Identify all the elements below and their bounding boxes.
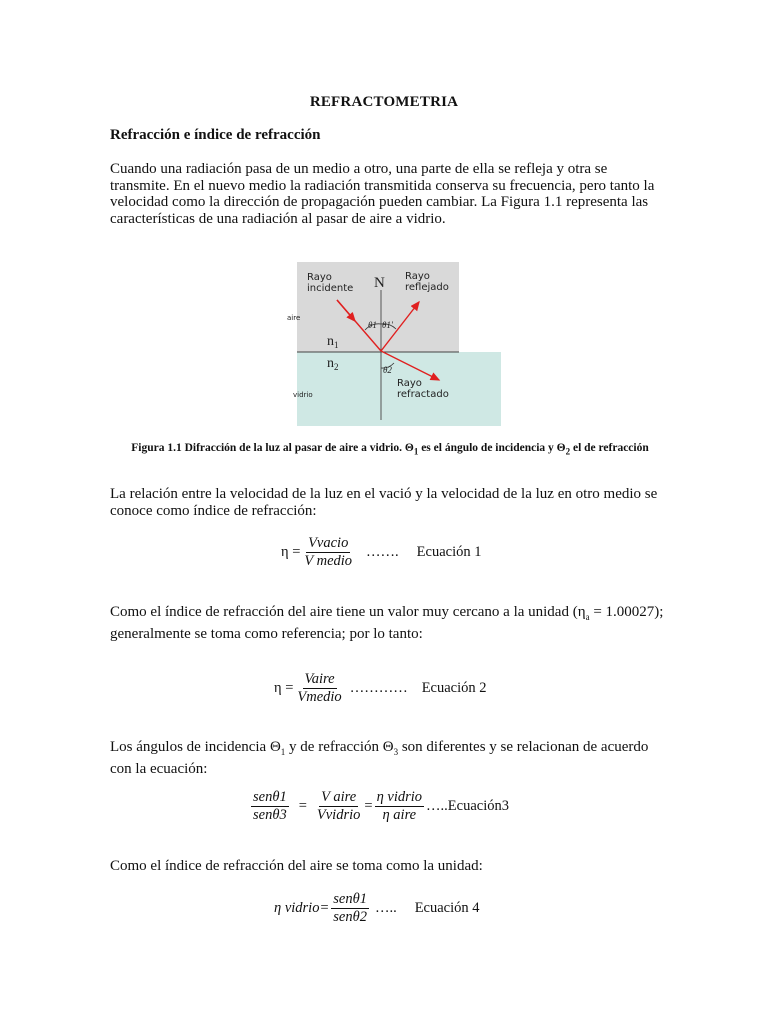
equation-4: η vidrio= $\frac{\text{senθ1}}{\text{senθ2}}$ ….. Ecuación 4	[274, 891, 480, 925]
equation-1: η = $\frac{\text{Vvacio}}{\text{V medio}}$ ……. Ecuación 1	[281, 535, 482, 569]
label-rayo-incidente-2: incidente	[307, 283, 354, 294]
label-rayo-refractado-1: Rayo	[397, 378, 422, 389]
label-n1: $n_1$	[327, 334, 339, 350]
intro-paragraph: Cuando una radiación pasa de un medio a otro, una parte de ella se refleja y otra se transmite. En el nuevo medio la radiación transmitida conserva su frecuencia, pero tanto la velocidad como la dirección de propagación pueden cambiar. La Figura 1.1 representa las características de una radiación al pasar de aire a vidrio.	[110, 161, 655, 227]
refraction-figure	[269, 250, 501, 430]
label-rayo-refractado-2: refractado	[397, 389, 449, 400]
label-rayo-reflejado-2: reflejado	[405, 282, 449, 293]
label-theta1: θ1	[368, 320, 377, 330]
equation-2: η = $\frac{\text{Vaire}}{\text{Vmedio}}$ ………… Ecuación 2	[274, 671, 487, 705]
label-theta1-prime: θ1'	[382, 320, 393, 330]
equation-3: $\frac{\text{senθ1}}{\text{senθ3}}$ = $\frac{\text{V aire}}{\text{Vvidrio}}$ = $\frac{\text{η vidrio}}{\text{η aire}}$ …..Ecuación3	[253, 789, 509, 823]
paragraph-refraction-index: La relación entre la velocidad de la luz en el vació y la velocidad de la luz en otro medio se conoce como índice de refracción:	[110, 486, 658, 519]
label-aire: aire	[287, 314, 301, 322]
paragraph-air-reference: Como el índice de refracción del aire tiene un valor muy cercano a la unidad $(\eta_a = 1.00027)$; generalmente se toma como referencia; por lo tanto:	[110, 604, 664, 642]
document-title: REFRACTOMETRIA	[309, 94, 459, 110]
paragraph-air-unit: Como el índice de refracción del aire se toma como la unidad:	[110, 858, 483, 874]
paragraph-angles: Los ángulos de incidencia $\Theta_1$ y de refracción $\Theta_3$ son diferentes y se relacionan de acuerdo con la ecuación:	[110, 739, 649, 777]
label-rayo-incidente-1: Rayo	[307, 272, 332, 283]
label-theta2: θ2	[383, 365, 392, 375]
label-n2: $n_2$	[327, 356, 339, 372]
label-vidrio: vidrio	[293, 391, 313, 399]
label-normal: N	[374, 275, 385, 291]
label-rayo-reflejado-1: Rayo	[405, 271, 430, 282]
section-heading: Refracción e índice de refracción	[110, 127, 321, 143]
figure-caption: Figura 1.1 Difracción de la luz al pasar de aire a vidrio. $\Theta_1$ es el ángulo de incidencia y $\Theta_2$ el de refracción	[131, 442, 649, 457]
